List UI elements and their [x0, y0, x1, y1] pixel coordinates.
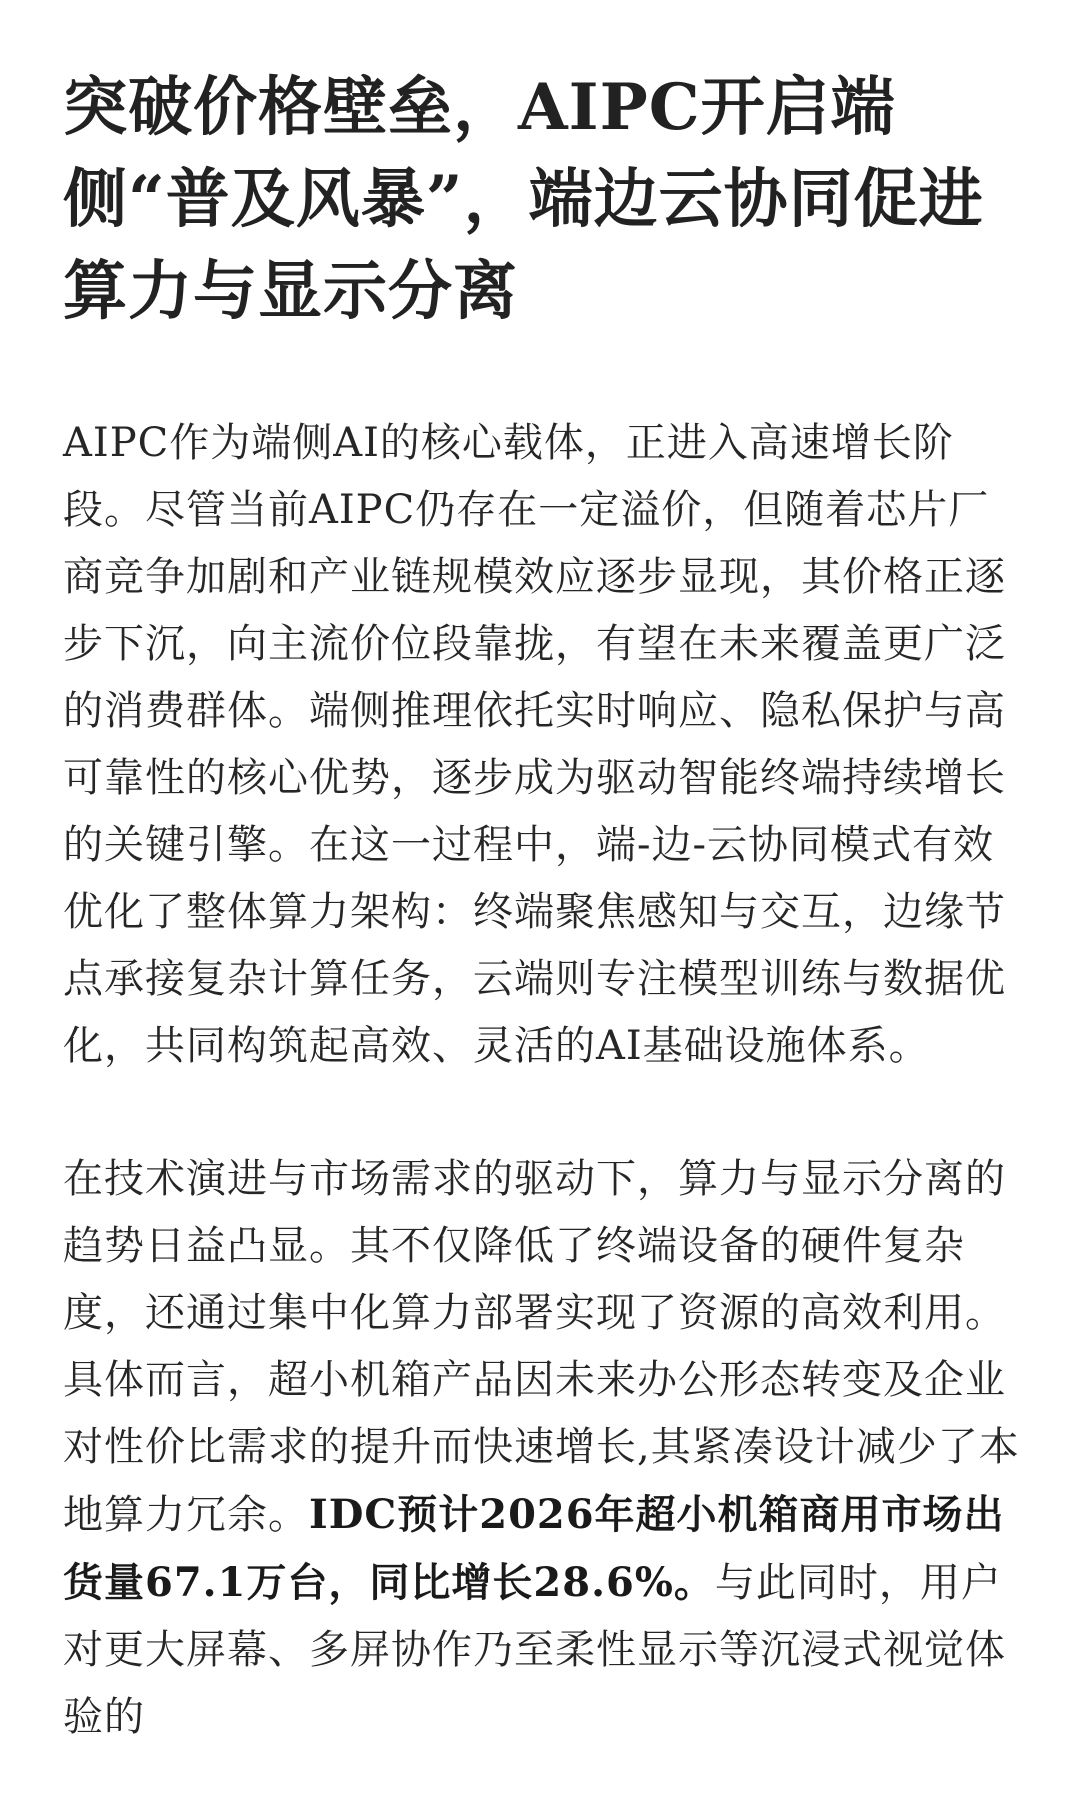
paragraph-compute-display-separation — [63, 1146, 1023, 1751]
article-title: 突破价格壁垒，AIPC开启端侧“普及风暴”，端边云协同促进算力与显示分离 — [63, 70, 984, 329]
article — [63, 62, 1023, 1751]
paragraph-text: 在技术演进与市场需求的驱动下，算力与显示分离的趋势日益凸显。其不仅降低了终端设备的硬件复杂度，还通过集中化算力部署实现了资源的高效利用。具体而言，超小机箱产品因未来办公形态转变及企业对性价比需求的提升而快速增长,其紧凑设计减少了本地算力冗余。 — [63, 1156, 1020, 1538]
paragraph-aipc-overview: AIPC作为端侧AI的核心载体，正进入高速增长阶段。尽管当前AIPC仍存在一定溢价，但随着芯片厂商竞争加剧和产业链规模效应逐步显现，其价格正逐步下沉，向主流价位段靠拢，有望在未来覆盖更广泛的消费群体。端侧推理依托实时响应、隐私保护与高可靠性的核心优势，逐步成为驱动智能终端持续增长的关键引擎。在这一过程中，端-边-云协同模式有效优化了整体算力架构：终端聚焦感知与交互，边缘节点承接复杂计算任务，云端则专注模型训练与数据优化，共同构筑起高效、灵活的AI基础设施体系。 — [63, 420, 1006, 1069]
paragraph-text-continued: 与此同时，用户对更大屏幕、多屏协作乃至柔性显示等沉浸式视觉体验的 — [63, 1560, 1006, 1740]
idc-forecast-highlight: IDC预计2026年超小机箱商用市场出货量67.1万台，同比增长28.6%。 — [63, 1491, 1005, 1606]
